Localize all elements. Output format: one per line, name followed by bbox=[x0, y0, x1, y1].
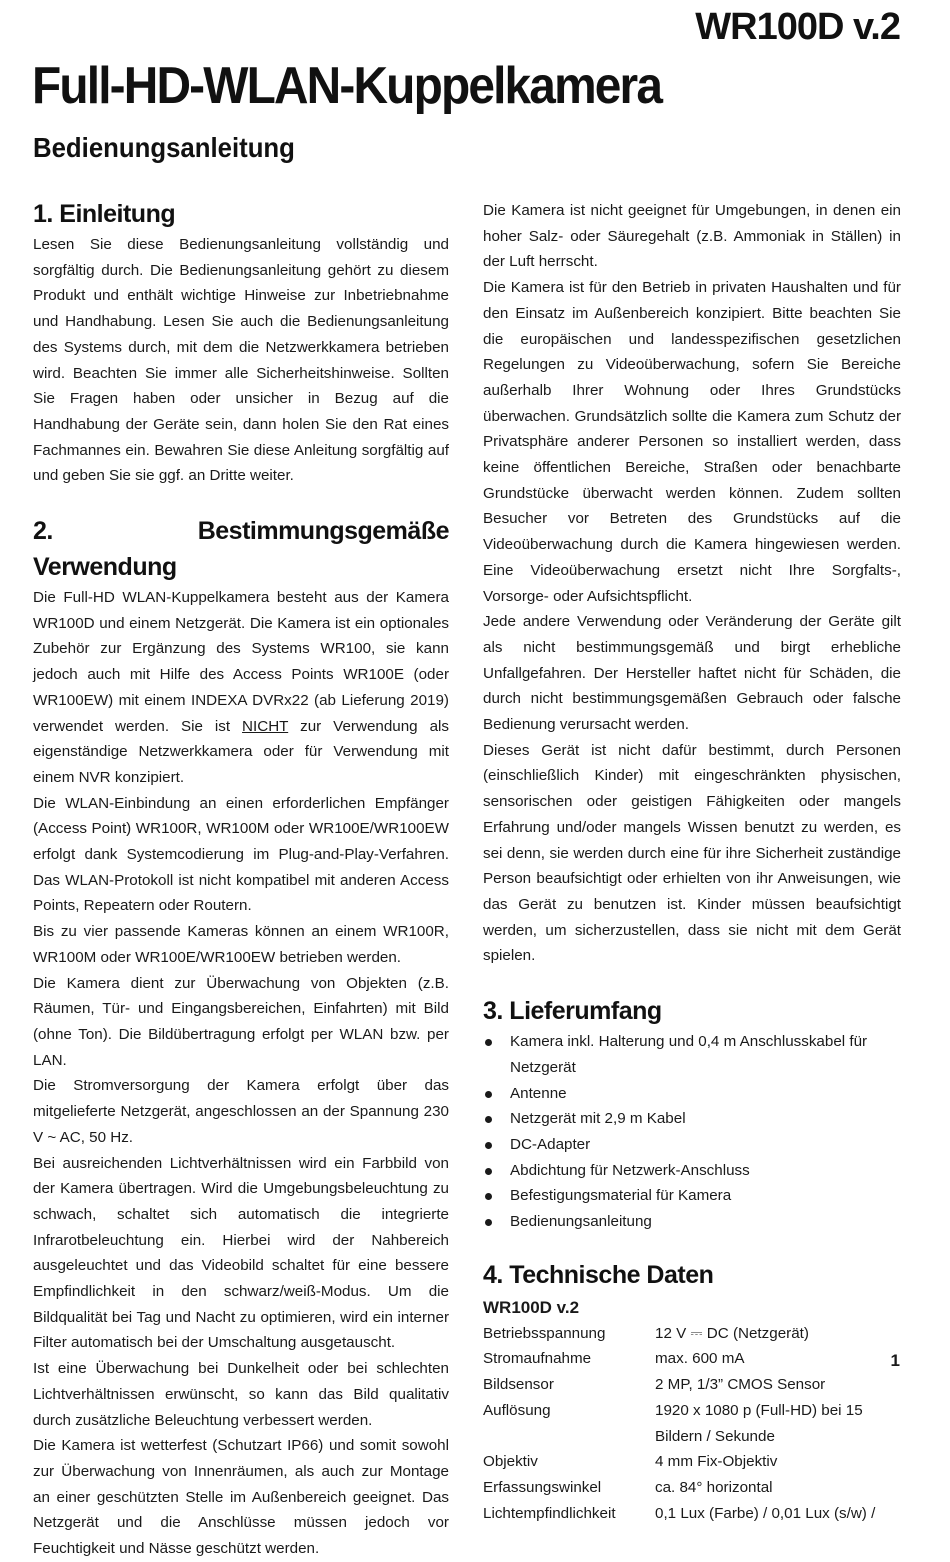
underlined-nicht: NICHT bbox=[242, 717, 289, 735]
right-column bbox=[483, 198, 901, 1526]
paragraph: Die Kamera ist für den Betrieb in privaten Haushalten und für den Einsatz im Außenbereich konzipiert. Bitte beachten Sie die europäischen und landesspezifischen gesetzlichen Regelungen zu Videoüberwachung, sofern Sie Bereiche außerhalb Ihrer Wohnung oder Ihres Grundstücks überwachen. Grundsätzlich sollte die Kamera zum Schutz der Privatsphäre anderer Personen so installiert werden, dass keine öffentlichen Bereiche, Straßen oder benachbarte Grundstücke überwacht werden können. Zudem sollten Besucher vor Betreten des Grundstücks auf die Videoüberwachung durch die Kamera hingewiesen werden. Eine Videoüberwachung ersetzt nicht Ihre Sorgfalts-, Vorsorge- oder Aufsichtspflicht. bbox=[483, 279, 901, 605]
spec-value: 0,1 Lux (Farbe) / 0,01 Lux (s/w) / bbox=[655, 1504, 876, 1522]
section-heading-verwendung: 2. Bestimmungsgemäße Verwendung bbox=[33, 517, 449, 582]
spec-key: Auflösung bbox=[483, 1401, 551, 1419]
table-row bbox=[483, 1321, 901, 1347]
list-item bbox=[483, 1158, 901, 1184]
text-span: Die Full-HD WLAN-Kuppelkamera besteht aus der Kamera WR100D und einem Netzgerät. Die Kamera ist ein optionales Zubehör zur Ergänzung des Systems WR100, sie kann jedoch auch mit Hilfe des Access Points WR100E (oder WR100EW) mit einem INDEXA DVRx22 (ab Lieferung 2019) verwendet werden. Sie ist bbox=[33, 589, 449, 735]
bullet-icon bbox=[485, 1091, 492, 1098]
list-item-text: DC-Adapter bbox=[510, 1135, 591, 1153]
bullet-icon bbox=[485, 1219, 492, 1226]
paragraph: Bei ausreichenden Lichtverhältnissen wird ein Farbbild von der Kamera übertragen. Wird die Umgebungsbeleuchtung zu schwach, schaltet sich automatisch die integrierte Infrarotbeleuchtung ein. Hierbei wird der Nahbereich ausgeleuchtet und das Videobild schaltet für eine bessere Empfindlichkeit in den schwarz/weiß-Modus. Um die Bildqualität bei Tag und Nacht zu optimieren, wird ein interner Filter automatisch bei der Umschaltung ausgetauscht. bbox=[33, 1154, 449, 1352]
spec-value: ca. 84° horizontal bbox=[655, 1478, 773, 1496]
page-number: 1 bbox=[890, 1351, 900, 1370]
spec-key: Lichtempfindlichkeit bbox=[483, 1504, 616, 1522]
paragraph: Die Kamera ist wetterfest (Schutzart IP66) und somit sowohl zur Überwachung von Innenräumen, als auch zur Montage an einer geschützten Stelle im Außenbereich geeignet. Das Netzgerät und die Anschlüsse müssen jedoch vor Feuchtigkeit und Nässe geschützt werden. bbox=[33, 1437, 449, 1558]
spec-value: 12 V ⎓ DC (Netzgerät) bbox=[655, 1324, 809, 1342]
list-item bbox=[483, 1209, 901, 1235]
spec-value: max. 600 mA bbox=[655, 1350, 745, 1368]
bullet-icon bbox=[485, 1193, 492, 1200]
list-item bbox=[483, 1183, 901, 1209]
left-column bbox=[33, 196, 449, 1562]
list-item-text: Antenne bbox=[510, 1084, 567, 1102]
spec-key: Objektiv bbox=[483, 1453, 538, 1471]
model-tag: WR100D v.2 bbox=[695, 6, 900, 48]
paragraph bbox=[33, 585, 449, 791]
list-item-text: Kamera inkl. Halterung und 0,4 m Anschlusskabel für Netzgerät bbox=[510, 1033, 868, 1076]
specs-table bbox=[483, 1321, 901, 1527]
spec-key: Betriebsspannung bbox=[483, 1324, 606, 1342]
list-item-text: Abdichtung für Netzwerk-Anschluss bbox=[510, 1161, 750, 1179]
table-row bbox=[483, 1346, 901, 1372]
tech-model-label: WR100D v.2 bbox=[483, 1297, 580, 1317]
table-row bbox=[483, 1475, 901, 1501]
delivery-list bbox=[483, 1029, 901, 1235]
paragraph: Die WLAN-Einbindung an einen erforderlichen Empfänger (Access Point) WR100R, WR100M oder WR100E/WR100EW erfolgt dank Systemcodierung im Plug-and-Play-Verfahren. Das WLAN-Protokoll ist nicht kompatibel mit anderen Access Points, Repeatern oder Routern. bbox=[33, 794, 449, 915]
list-item-text: Bedienungsanleitung bbox=[510, 1213, 652, 1231]
bullet-icon bbox=[485, 1168, 492, 1175]
paragraph: Dieses Gerät ist nicht dafür bestimmt, durch Personen (einschließlich Kinder) mit eingeschränkten physischen, sensorischen oder geistigen Fähigkeiten oder mangels Erfahrung und/oder mangels Wissen benutzt zu werden, es sei denn, sie werden durch eine für ihre Sicherheit zuständige Person beaufsichtigt oder erhielten von ihr Anweisungen, wie das Gerät zu benutzen ist. Kinder müssen beaufsichtigt werden, um sicherzustellen, dass sie nicht mit dem Gerät spielen. bbox=[483, 741, 901, 965]
paragraph: Die Kamera dient zur Überwachung von Objekten (z.B. Räumen, Tür- und Eingangsbereichen, Einfahrten) mit Bild (ohne Ton). Die Bildübertragung erfolgt per WLAN bzw. per LAN. bbox=[33, 974, 449, 1069]
section-heading-technik: 4. Technische Daten bbox=[483, 1260, 714, 1289]
list-item bbox=[483, 1132, 901, 1158]
list-item bbox=[483, 1029, 901, 1080]
spec-key: Stromaufnahme bbox=[483, 1350, 592, 1368]
list-item-text: Befestigungsmaterial für Kamera bbox=[510, 1187, 732, 1205]
section-heading-lieferumfang: 3. Lieferumfang bbox=[483, 997, 662, 1026]
table-row bbox=[483, 1372, 901, 1398]
page-title: Full-HD-WLAN-Kuppelkamera bbox=[32, 57, 662, 115]
spec-key: Erfassungswinkel bbox=[483, 1478, 602, 1496]
section-heading-einleitung: 1. Einleitung bbox=[33, 200, 176, 228]
paragraph: Die Stromversorgung der Kamera erfolgt über das mitgelieferte Netzgerät, angeschlossen an der Spannung 230 V ~ AC, 50 Hz. bbox=[33, 1077, 449, 1146]
bullet-icon bbox=[485, 1116, 492, 1123]
table-row bbox=[483, 1449, 901, 1475]
list-item bbox=[483, 1081, 901, 1107]
table-row bbox=[483, 1398, 901, 1449]
paragraph: Ist eine Überwachung bei Dunkelheit oder bei schlechten Lichtverhältnissen erwünscht, so kann das Bild qualitativ durch zusätzliche Beleuchtung verbessert werden. bbox=[33, 1360, 449, 1429]
table-row bbox=[483, 1501, 901, 1527]
page-subtitle: Bedienungsanleitung bbox=[33, 132, 295, 163]
spec-value: 1920 x 1080 p (Full-HD) bei 15 Bildern / Sekunde bbox=[655, 1401, 863, 1445]
paragraph: Jede andere Verwendung oder Veränderung der Geräte gilt als nicht bestimmungsgemäß und birgt erhebliche Unfallgefahren. Der Hersteller haftet nicht für Schäden, die durch nicht bestimmungsgemäßen Gebrauch oder falsche Bedienung verursacht werden. bbox=[483, 613, 901, 734]
text-span: zur Verwendung als eigenständige Netzwerkkamera oder für Verwendung mit einem NVR konzipiert. bbox=[33, 717, 449, 786]
spec-value: 4 mm Fix-Objektiv bbox=[655, 1453, 778, 1471]
spec-key: Bildsensor bbox=[483, 1376, 554, 1394]
spec-value: 2 MP, 1/3” CMOS Sensor bbox=[655, 1376, 826, 1394]
bullet-icon bbox=[485, 1039, 492, 1046]
bullet-icon bbox=[485, 1142, 492, 1149]
list-item-text: Netzgerät mit 2,9 m Kabel bbox=[510, 1110, 686, 1128]
paragraph: Bis zu vier passende Kameras können an einem WR100R, WR100M oder WR100E/WR100EW betrieben werden. bbox=[33, 923, 449, 966]
list-item bbox=[483, 1106, 901, 1132]
paragraph: Die Kamera ist nicht geeignet für Umgebungen, in denen ein hoher Salz- oder Säuregehalt (z.B. Ammoniak in Ställen) in der Luft herrscht. bbox=[483, 202, 901, 271]
paragraph: Lesen Sie diese Bedienungsanleitung vollständig und sorgfältig durch. Die Bedienungsanleitung gehört zu diesem Produkt und enthält wichtige Hinweise zur Inbetriebnahme und Handhabung. Lesen Sie auch die Bedienungsanleitung des Systems durch, mit dem die Netzwerkkamera betrieben wird. Beachten Sie immer alle Sicherheitshinweise. Sollten Sie Fragen haben oder unsicher in Bezug auf die Handhabung der Geräte sein, dann holen Sie den Rat eines Fachmannes ein. Bewahren Sie diese Anleitung sorgfältig auf und geben Sie sie ggf. an Dritte weiter. bbox=[33, 236, 449, 485]
